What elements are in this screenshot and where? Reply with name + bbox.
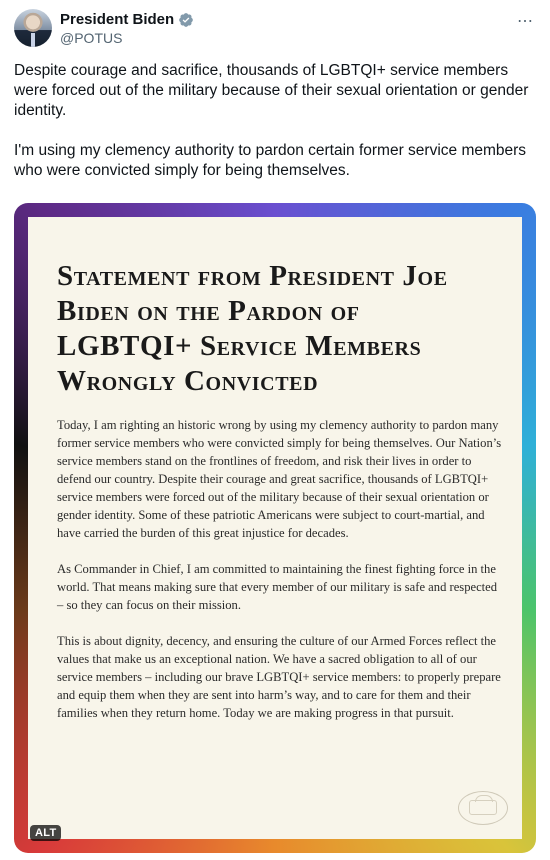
author-handle[interactable]: @POTUS bbox=[60, 30, 123, 46]
tweet-text bbox=[14, 61, 534, 201]
statement-title: Statement from President Joe Biden on the Pardon of LGBTQI+ Service Members Wrongly Convicted bbox=[57, 260, 448, 397]
statement-body bbox=[57, 416, 505, 740]
white-house-seal-icon bbox=[458, 791, 508, 825]
tweet-paragraph: Despite courage and sacrifice, thousands of LGBTQI+ service members were forced out of the military because of their sexual orientation or gender identity. bbox=[14, 62, 529, 119]
more-options-icon[interactable]: ⋯ bbox=[517, 13, 534, 30]
tweet-media-image[interactable] bbox=[14, 203, 536, 853]
avatar[interactable] bbox=[14, 9, 52, 47]
author-name[interactable]: President Biden bbox=[60, 11, 175, 28]
alt-text-button[interactable]: ALT bbox=[30, 825, 61, 841]
statement-paragraph: Today, I am righting an historic wrong by using my clemency authority to pardon many former service members who were convicted simply for being themselves. Our Nation’s service members stand on the frontlines of freedom, and risk their lives in order to defend our country. Despite their courage and great sacrifice, thousands of LGBTQI+ service members were forced out of the military because of their sexual orientation or gender identity. Some of these patriotic Americans were subject to court-martial, and have carried the burden of this great injustice for decades. bbox=[57, 418, 502, 540]
statement-card bbox=[28, 217, 522, 839]
tweet-paragraph: I'm using my clemency authority to pardon certain former service members who were convicted simply for being themselves. bbox=[14, 142, 527, 179]
author-name-row bbox=[60, 11, 194, 28]
statement-paragraph: As Commander in Chief, I am committed to maintaining the finest fighting force in the world. That means making sure that every member of our military is safe and respected – so they can focus on their mission. bbox=[57, 562, 498, 612]
tweet-header bbox=[14, 9, 536, 49]
statement-paragraph: This is about dignity, decency, and ensuring the culture of our Armed Forces reflect the values that make us an exceptional nation. We have a sacred obligation to all of our service members – including our brave LGBTQI+ service members: to properly prepare and equip them when they are sent into harm’s way, and to care for them and their families when they return home. Today we are making progress in that pursuit. bbox=[57, 634, 501, 720]
verified-badge-icon bbox=[178, 12, 194, 28]
